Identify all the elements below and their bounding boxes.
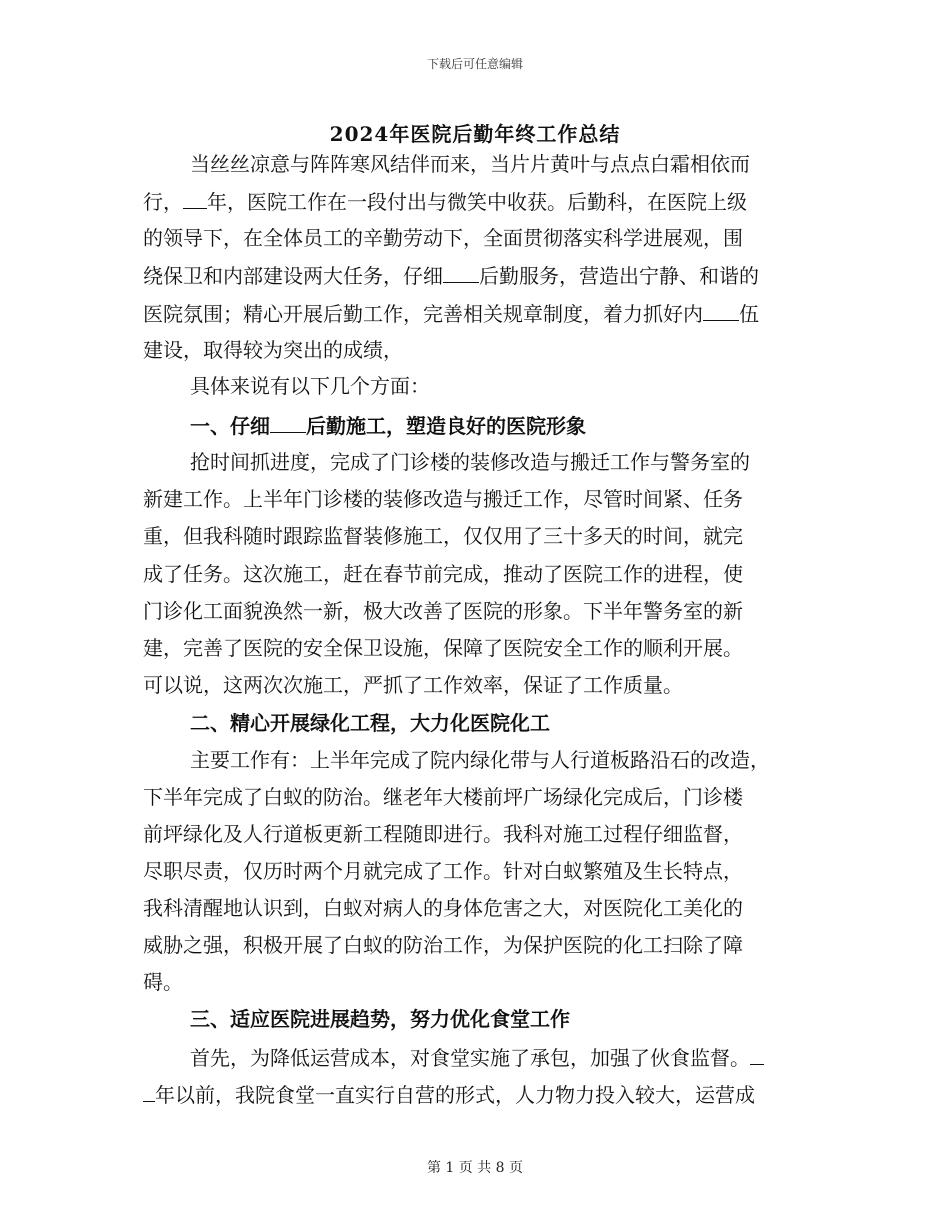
page-number: 第 1 页 共 8 页 (426, 1160, 524, 1176)
blank-underline (143, 1081, 155, 1102)
blank-underline (270, 412, 306, 433)
paragraph-line: 下半年完成了白蚁的防治。继老年大楼前坪广场绿化完成后，门诊楼 (143, 785, 743, 809)
paragraph-line: 成了任务。这次施工，赶在春节前完成，推动了医院工作的进程，使 (143, 562, 743, 586)
blank-underline (443, 262, 479, 283)
section-heading-3: 三、适应医院进展趋势，努力优化食堂工作 (190, 1007, 570, 1031)
header-note: 下载后可任意编辑 (426, 57, 523, 71)
paragraph-line: 我科清醒地认识到，白蚁对病人的身体危害之大，对医院化工美化的 (143, 896, 743, 920)
paragraph-line: 可以说，这两次次施工，严抓了工作效率，保证了工作质量。 (143, 673, 683, 697)
blank-underline (703, 300, 739, 321)
paragraph-line: 的领导下，在全体员工的辛勤劳动下，全面贯彻落实科学进展观，围 (143, 226, 743, 250)
document-title: 2024年医院后勤年终工作总结 (329, 122, 621, 146)
paragraph-line: 抢时间抓进度，完成了门诊楼的装修改造与搬迁工作与警务室的 (190, 450, 750, 474)
paragraph-line: 碍。 (143, 970, 183, 994)
paragraph-line: 门诊化工面貌涣然一新，极大改善了医院的形象。下半年警务室的新 (143, 599, 743, 623)
paragraph-line: 重，但我科随时跟踪监督装修施工，仅仅用了三十多天的时间，就完 (143, 524, 743, 548)
blank-underline (750, 1044, 764, 1065)
paragraph-line: 威胁之强，积极开展了白蚁的防治工作，为保护医院的化工扫除了障 (143, 933, 743, 957)
blank-underline (183, 188, 207, 209)
paragraph-line: 建设，取得较为突出的成绩， (143, 338, 403, 362)
paragraph-line: 首先，为降低运营成本，对食堂实施了承包，加强了伙食监督。 (190, 1044, 764, 1070)
paragraph-line: 具体来说有以下几个方面： (190, 374, 430, 398)
paragraph-line: 医院氛围；精心开展后勤工作，完善相关规章制度，着力抓好内 伍 (143, 302, 759, 326)
section-heading-1: 一、仔细 后勤施工，塑造良好的医院形象 (190, 414, 586, 438)
paragraph-line: 绕保卫和内部建设两大任务，仔细 后勤服务，营造出宁静、和谐的 (143, 264, 759, 288)
paragraph-line: 建，完善了医院的安全保卫设施，保障了医院安全工作的顺利开展。 (143, 636, 743, 660)
paragraph-line: 前坪绿化及人行道板更新工程随即进行。我科对施工过程仔细监督， (143, 822, 743, 846)
paragraph-line: 主要工作有：上半年完成了院内绿化带与人行道板路沿石的改造， (190, 748, 770, 772)
paragraph-line: 当丝丝凉意与阵阵寒风结伴而来，当片片黄叶与点点白霜相依而 (190, 152, 750, 176)
paragraph-line: 尽职尽责，仅历时两个月就完成了工作。针对白蚁繁殖及生长特点， (143, 859, 743, 883)
paragraph-line: 行， 年，医院工作在一段付出与微笑中收获。后勤科，在医院上级 (143, 190, 747, 214)
paragraph-line: 年以前，我院食堂一直实行自营的形式，人力物力投入较大，运营成 (143, 1081, 755, 1107)
section-heading-2: 二、精心开展绿化工程，大力化医院化工 (190, 711, 550, 735)
paragraph-line: 新建工作。上半年门诊楼的装修改造与搬迁工作，尽管时间紧、任务 (143, 487, 743, 511)
